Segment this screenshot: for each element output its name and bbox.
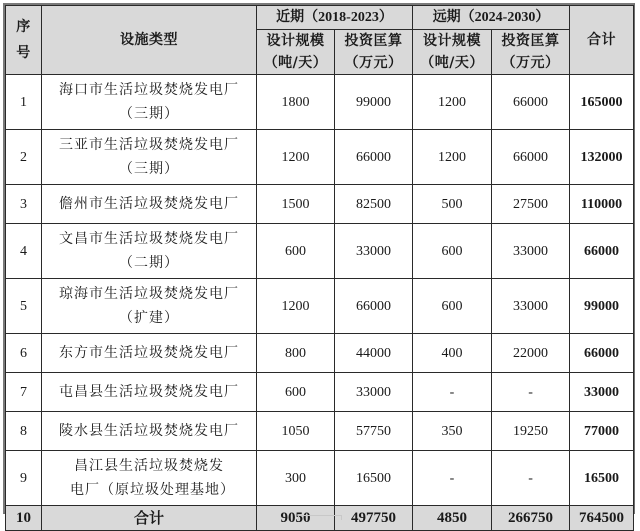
cell-near-investment: 82500: [335, 185, 413, 224]
cell-long-capacity: 1200: [413, 75, 492, 130]
cell-near-investment: 44000: [335, 334, 413, 373]
table-frame: [3, 3, 635, 527]
cell-long-investment: 33000: [492, 224, 570, 279]
summary-seq: 10: [6, 506, 42, 531]
cell-long-capacity: 350: [413, 412, 492, 451]
summary-total: 764500: [570, 506, 634, 531]
cell-long-investment: 22000: [492, 334, 570, 373]
header-near-capacity-line2: （吨/天）: [263, 55, 328, 71]
cell-facility-name: 海口市生活垃圾焚烧发电厂（三期）: [42, 75, 257, 130]
cell-long-investment: 33000: [492, 279, 570, 334]
header-near-term: 近期（2018-2023）: [257, 6, 413, 30]
cell-near-capacity: 600: [257, 224, 335, 279]
header-near-capacity-line1: 设计规模: [266, 33, 325, 49]
cell-near-capacity: 1200: [257, 279, 335, 334]
cell-seq: 5: [6, 279, 42, 334]
cell-long-capacity: 600: [413, 224, 492, 279]
header-long-capacity-line2: （吨/天）: [420, 55, 484, 71]
cell-near-investment: 33000: [335, 373, 413, 412]
cell-facility-name: 陵水县生活垃圾焚烧发电厂: [42, 412, 257, 451]
cell-total: 16500: [570, 451, 634, 506]
cell-near-capacity: 800: [257, 334, 335, 373]
cell-seq: 8: [6, 412, 42, 451]
table-row: [6, 451, 634, 506]
cell-near-capacity: 300: [257, 451, 335, 506]
cell-total: 66000: [570, 334, 634, 373]
cell-near-investment: 57750: [335, 412, 413, 451]
table-row: [6, 130, 634, 185]
cell-total: 110000: [570, 185, 634, 224]
cell-near-investment: 66000: [335, 279, 413, 334]
cell-near-investment: 16500: [335, 451, 413, 506]
header-near-investment-line1: 投资匡算: [344, 33, 403, 49]
summary-near-capacity: 9050: [257, 506, 335, 531]
summary-near-investment: 497750: [335, 506, 413, 531]
cell-seq: 3: [6, 185, 42, 224]
cell-seq: 6: [6, 334, 42, 373]
cell-facility-name: 昌江县生活垃圾焚烧发电厂（原垃圾处理基地）: [42, 451, 257, 506]
cell-seq: 1: [6, 75, 42, 130]
cell-facility-name: 东方市生活垃圾焚烧发电厂: [42, 334, 257, 373]
cell-near-capacity: 1050: [257, 412, 335, 451]
header-row-1: [6, 6, 634, 30]
header-long-term: 远期（2024-2030）: [413, 6, 570, 30]
cell-total: 33000: [570, 373, 634, 412]
bottom-edge-artifact: [298, 515, 342, 520]
header-seq: [6, 6, 42, 75]
cell-total: 66000: [570, 224, 634, 279]
cell-near-investment: 99000: [335, 75, 413, 130]
header-total: 合计: [570, 6, 634, 75]
cell-facility-name: 三亚市生活垃圾焚烧发电厂（三期）: [42, 130, 257, 185]
header-long-capacity-line1: 设计规模: [423, 33, 482, 49]
table-row: [6, 334, 634, 373]
cell-long-capacity: 600: [413, 279, 492, 334]
cell-facility-name: 琼海市生活垃圾焚烧发电厂（扩建）: [42, 279, 257, 334]
cell-total: 77000: [570, 412, 634, 451]
header-long-investment: [492, 30, 570, 75]
summary-long-capacity: 4850: [413, 506, 492, 531]
cell-near-capacity: 1200: [257, 130, 335, 185]
header-seq-label: 序号: [16, 19, 31, 61]
cell-long-capacity: 1200: [413, 130, 492, 185]
cell-near-capacity: 1800: [257, 75, 335, 130]
header-near-investment-line2: （万元）: [344, 55, 403, 71]
table-row: [6, 75, 634, 130]
cell-facility-name: 儋州市生活垃圾焚烧发电厂: [42, 185, 257, 224]
cell-facility-name: 屯昌县生活垃圾焚烧发电厂: [42, 373, 257, 412]
cell-long-capacity: 500: [413, 185, 492, 224]
cell-long-investment: 19250: [492, 412, 570, 451]
table-row: [6, 412, 634, 451]
cell-seq: 4: [6, 224, 42, 279]
cell-seq: 2: [6, 130, 42, 185]
header-near-capacity: [257, 30, 335, 75]
header-long-capacity: [413, 30, 492, 75]
cell-long-capacity: 400: [413, 334, 492, 373]
cell-long-investment: -: [492, 451, 570, 506]
cell-seq: 9: [6, 451, 42, 506]
cell-long-capacity: -: [413, 373, 492, 412]
summary-long-investment: 266750: [492, 506, 570, 531]
header-near-investment: [335, 30, 413, 75]
table-row: [6, 185, 634, 224]
cell-near-investment: 66000: [335, 130, 413, 185]
header-long-investment-line2: （万元）: [501, 55, 560, 71]
table-row: [6, 279, 634, 334]
cell-near-capacity: 1500: [257, 185, 335, 224]
cell-total: 99000: [570, 279, 634, 334]
cell-total: 165000: [570, 75, 634, 130]
header-facility-type: 设施类型: [42, 6, 257, 75]
cell-total: 132000: [570, 130, 634, 185]
cell-long-investment: 66000: [492, 130, 570, 185]
facility-investment-table: [5, 5, 634, 531]
cell-long-investment: 27500: [492, 185, 570, 224]
cell-long-investment: -: [492, 373, 570, 412]
cell-facility-name: 文昌市生活垃圾焚烧发电厂（二期）: [42, 224, 257, 279]
cell-long-investment: 66000: [492, 75, 570, 130]
cell-long-capacity: -: [413, 451, 492, 506]
cell-near-capacity: 600: [257, 373, 335, 412]
table-row: [6, 224, 634, 279]
summary-label: 合计: [42, 506, 257, 531]
header-long-investment-line1: 投资匡算: [501, 33, 560, 49]
table-row: [6, 373, 634, 412]
cell-seq: 7: [6, 373, 42, 412]
cell-near-investment: 33000: [335, 224, 413, 279]
